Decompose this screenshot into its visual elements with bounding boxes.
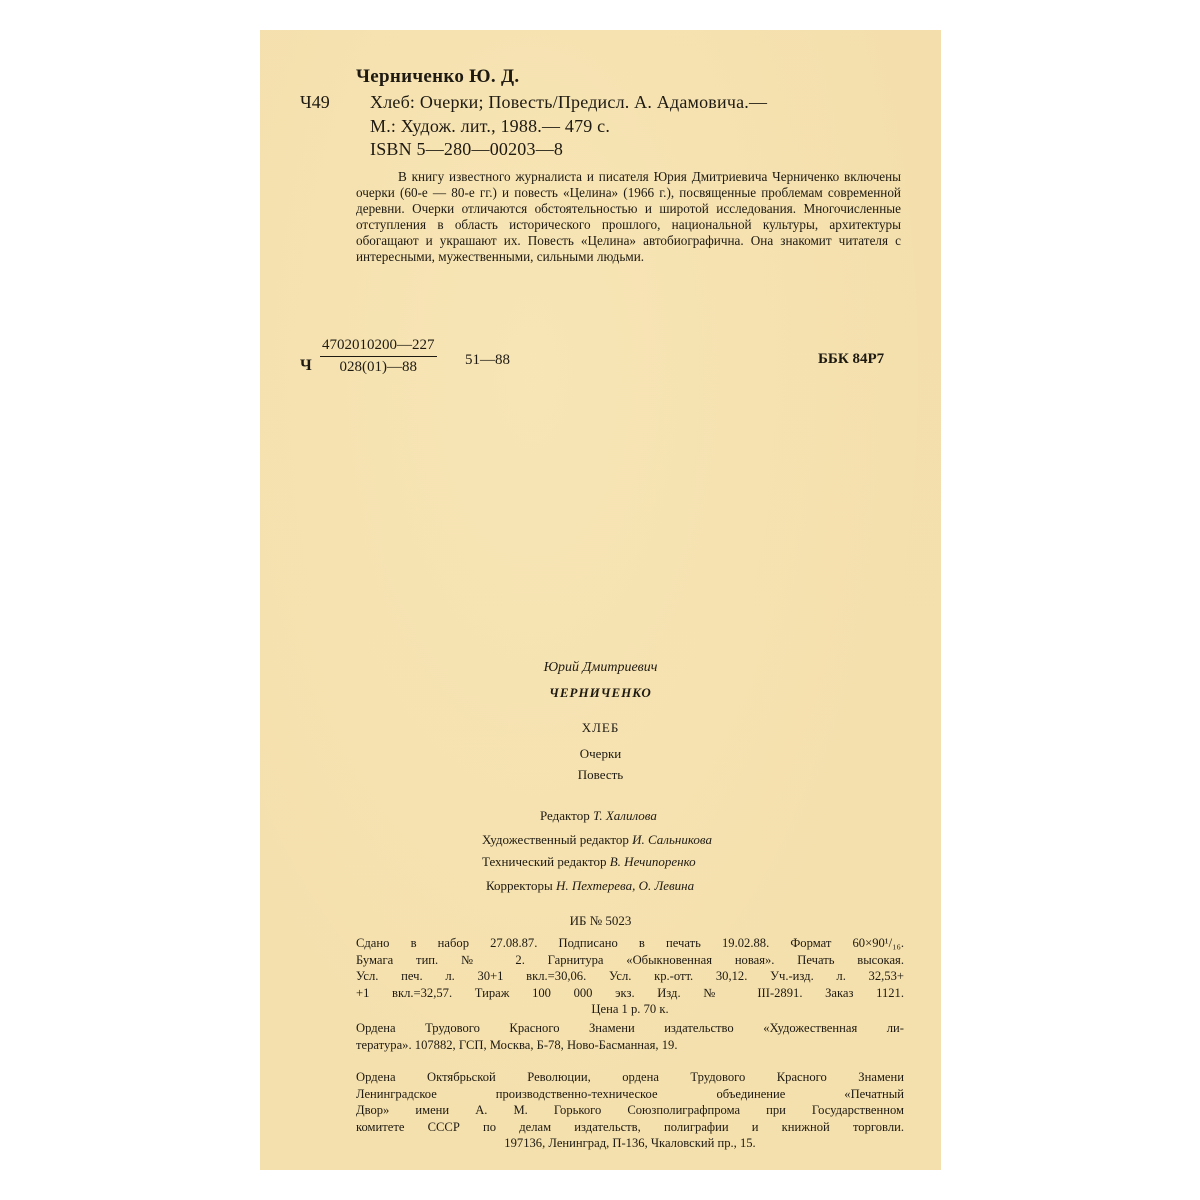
ib-number: ИБ № 5023 (569, 913, 632, 928)
credit-editor (540, 808, 657, 824)
imprint-line: Усл. печ. л. 30+1 вкл.=30,06. Усл. кр.-отт. 30,12. Уч.-изд. л. 32,53+ (356, 969, 904, 983)
annotation-text: В книгу известного журналиста и писателя Юрия Дмитриевича Черниченко включены очерки (60-е — 80-е гг.) и повесть «Целина» (1966 г.), посвященные проблемам современной деревни. Очерки отличаются обстоятельностью и широтой исследования. Многочисленные отступления в область исторического прошлого, национальной культуры, архитектуры обогащают и украшают их. Повесть «Целина» автобиографична. Она знакомит читателя с интересными, мужественными, сильными людьми. (356, 169, 901, 264)
credit-role: Редактор (540, 808, 590, 823)
imprint-price: Цена 1 р. 70 к. (591, 1002, 669, 1016)
printer-line: 197136, Ленинград, П-136, Чкаловский пр., 15. (504, 1136, 756, 1150)
printer-line: Ордена Октябрьской Революции, ордена Трудового Красного Знамени (356, 1070, 904, 1084)
class-denominator: 028(01)—88 (339, 359, 417, 375)
credit-role: Технический редактор (482, 854, 607, 869)
printer-line: Ленинградское производственно-техническое объединение «Печатный (356, 1086, 904, 1101)
credit-tech-editor (482, 854, 696, 870)
author-first-name: Юрий Дмитриевич (543, 660, 658, 675)
imprint-line: Бумага тип. № 2. Гарнитура «Обыкновенная новая». Печать высокая. (356, 952, 904, 967)
class-fraction (320, 337, 437, 376)
printer-block (356, 1069, 904, 1152)
credit-role: Корректоры (486, 878, 553, 893)
genre-essays: Очерки (579, 746, 622, 761)
publisher-line: Ордена Трудового Красного Знамени издательство «Художественная ли- (356, 1021, 904, 1035)
publisher-block (356, 1020, 904, 1053)
publisher-line: тература». 107882, ГСП, Москва, Б-78, Ново-Басманная, 19. (356, 1037, 678, 1052)
credit-proofreaders (486, 878, 694, 894)
imprint-block (356, 935, 904, 1018)
bbk-code: ББК 84Р7 (818, 351, 885, 367)
book-title: ХЛЕБ (581, 720, 620, 735)
card-bib-line1: Хлеб: Очерки; Повесть/Предисл. А. Адамовича.— (370, 92, 768, 112)
printer-line: комитете СССР по делам издательств, полиграфии и книжной торговли. (356, 1119, 904, 1134)
credit-name: Н. Пехтерева, О. Левина (555, 878, 695, 893)
credit-name: И. Сальникова (632, 832, 712, 847)
card-author: Черниченко Ю. Д. (356, 66, 520, 87)
class-numerator: 4702010200—227 (320, 337, 437, 357)
imprint-line: +1 вкл.=32,57. Тираж 100 000 экз. Изд. № III-2891. Заказ 1121. (356, 985, 904, 1000)
card-isbn: ISBN 5—280—00203—8 (370, 139, 564, 159)
imprint-line: Сдано в набор 27.08.87. Подписано в печать 19.02.88. Формат 60×90¹/₁₆. (356, 936, 904, 950)
card-annotation (356, 169, 901, 265)
genre-novella: Повесть (577, 767, 624, 782)
card-call-code: Ч49 (300, 92, 330, 112)
class-letter: Ч (300, 357, 312, 374)
credit-name: В. Нечипоренко (609, 854, 696, 869)
book-page (260, 30, 941, 1170)
author-surname: ЧЕРНИЧЕНКО (549, 685, 652, 700)
class-tail: 51—88 (465, 352, 510, 368)
credit-role: Художественный редактор (482, 832, 629, 847)
credit-art-editor (482, 832, 712, 848)
credit-name: Т. Халилова (592, 808, 657, 823)
printer-line: Двор» имени А. М. Горького Союзполиграфпрома при Государственном (356, 1103, 904, 1117)
card-bib-line2: М.: Худож. лит., 1988.— 479 с. (370, 116, 611, 136)
